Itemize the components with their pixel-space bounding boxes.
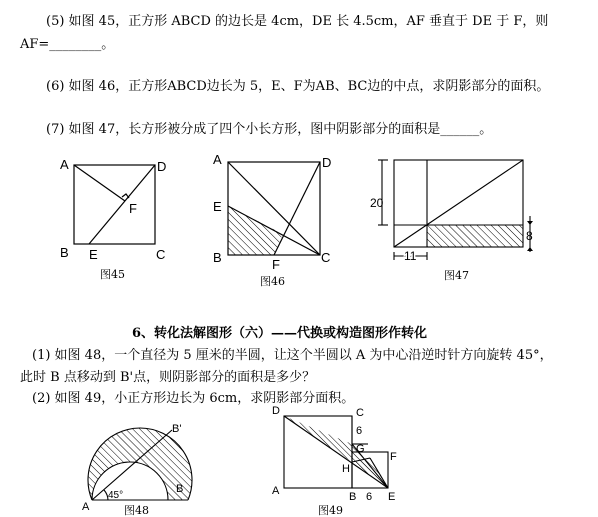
- figure-45: [56, 155, 176, 285]
- label-f: F: [272, 257, 280, 272]
- label-f: F: [129, 201, 137, 216]
- label-a: A: [272, 485, 280, 497]
- label-g: G: [356, 443, 365, 455]
- label-b: B: [176, 483, 184, 495]
- problem2-1-line1: (1) 如图 48，一个直径为 5 厘米的半圆，让这个半圆以 A 为中心沿逆时针方向旋转 45°，: [32, 348, 553, 363]
- segment-df: [274, 162, 320, 255]
- caption-48: 图48: [124, 504, 149, 517]
- label-e: E: [89, 247, 98, 262]
- label-b: B: [213, 250, 222, 265]
- figure-49: [262, 402, 422, 517]
- figure-47: [368, 152, 538, 288]
- problem2-1-line2: 此时 B 点移动到 B'点，则阴影部分的面积是多少？: [20, 370, 316, 385]
- caption-47: 图47: [444, 269, 469, 282]
- figure-46: [208, 150, 338, 290]
- label-d: D: [157, 159, 167, 174]
- label-bprime: B': [172, 423, 182, 435]
- label-e: E: [213, 199, 222, 214]
- figure-48: [80, 412, 220, 517]
- shaded-rect: [427, 225, 523, 247]
- segment-de: [89, 165, 155, 244]
- caption-49: 图49: [318, 504, 343, 517]
- caption-46: 图46: [260, 275, 285, 288]
- label-6b: 6: [366, 491, 373, 503]
- label-20: 20: [370, 196, 384, 210]
- label-c: C: [156, 247, 166, 262]
- label-b: B: [60, 245, 69, 260]
- label-b: B: [349, 491, 357, 503]
- right-angle-mark: [122, 194, 129, 198]
- problem2-2: (2) 如图 49，小正方形边长为 6cm，求阴影部分面积。: [32, 391, 355, 406]
- section-heading: 6、转化法解图形（六）——代换或构造图形作转化: [132, 326, 428, 341]
- label-e: E: [388, 491, 396, 503]
- label-a: A: [60, 157, 69, 172]
- label-d: D: [322, 155, 332, 170]
- label-a: A: [82, 501, 90, 513]
- problem-5-line1: (5) 如图 45，正方形 ABCD 的边长是 4cm，DE 长 4.5cm，AF 垂直于 DE 于 F，则: [46, 14, 549, 29]
- label-c: C: [356, 407, 364, 419]
- caption-45: 图45: [100, 268, 125, 281]
- label-a: A: [213, 152, 222, 167]
- label-6a: 6: [356, 425, 363, 437]
- label-h: H: [342, 463, 350, 475]
- label-8: 8: [526, 229, 533, 243]
- label-f: F: [390, 451, 397, 463]
- problem-7: (7) 如图 47，长方形被分成了四个小长方形，图中阴影部分的面积是______。: [46, 122, 493, 137]
- segment-af: [74, 165, 125, 201]
- label-angle: 45°: [108, 490, 124, 501]
- problem-5-line2: AF=________。: [20, 37, 115, 52]
- problem-6: (6) 如图 46，正方形ABCD边长为 5，E、F为AB、BC边的中点，求阴影部分的面积。: [46, 79, 550, 94]
- label-11: 11: [404, 249, 417, 263]
- label-d: D: [272, 405, 280, 417]
- label-c: C: [321, 250, 331, 265]
- square-abcd: [74, 165, 155, 244]
